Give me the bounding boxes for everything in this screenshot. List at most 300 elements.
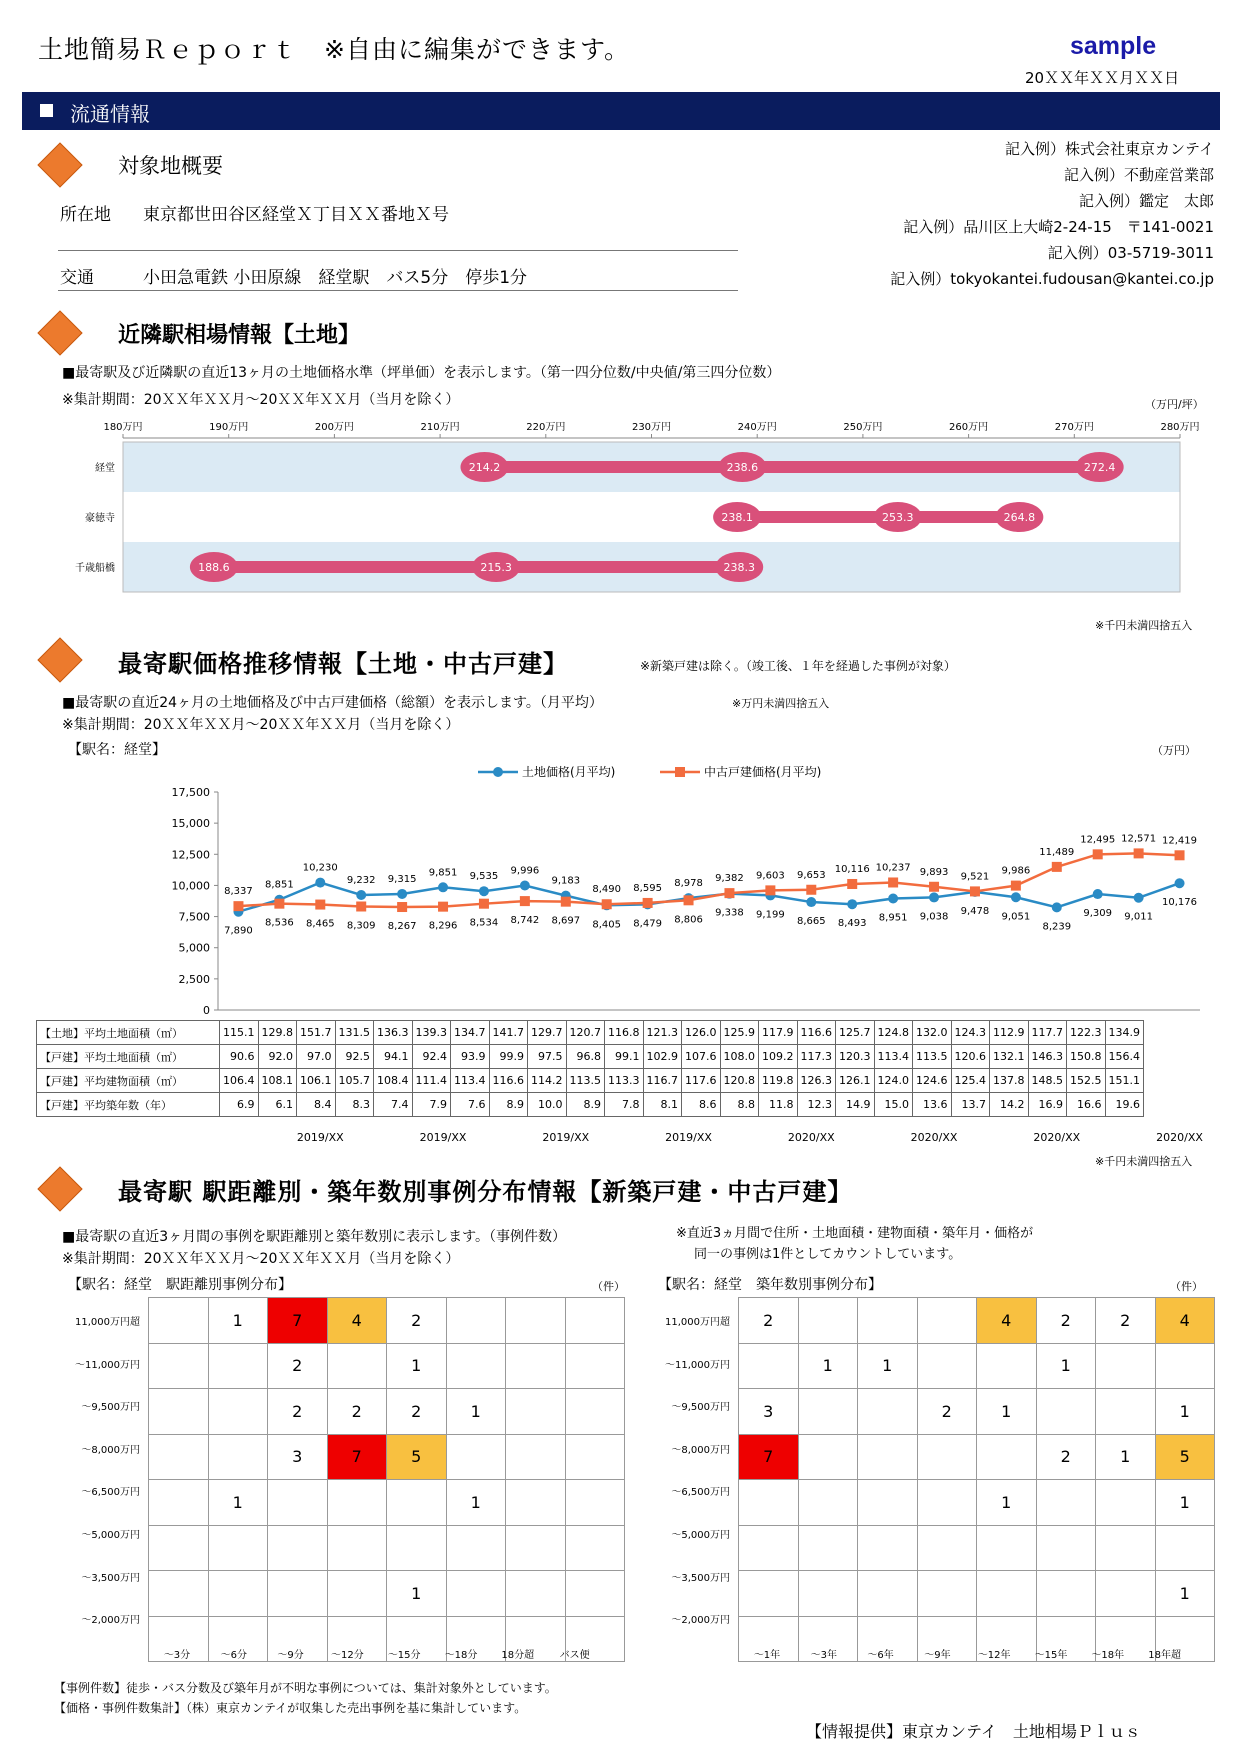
stats-cell: 7.8: [605, 1093, 644, 1117]
point-label: 8,490: [592, 884, 622, 896]
point-label: 10,230: [302, 862, 338, 874]
stats-cell: 132.0: [913, 1021, 952, 1045]
stats-cell: 106.1: [297, 1069, 336, 1093]
point-label: 8,493: [837, 918, 867, 930]
grid-cell: [268, 1480, 328, 1526]
grid-cell: [1155, 1343, 1215, 1389]
dist-footer-1: 【事例件数】徒歩・バス分数及び築年月が不明な事例については、集計対象外としています。: [54, 1681, 557, 1695]
stats-cell: 8.4: [297, 1093, 336, 1117]
stats-cell: 112.9: [990, 1021, 1029, 1045]
stats-cell: 124.6: [913, 1069, 952, 1093]
contact-line-5: 記入例）03-5719-3011: [1047, 244, 1214, 262]
grid-cell: [506, 1434, 566, 1480]
grid-y-label: ～3,500万円: [671, 1572, 730, 1584]
grid-cell: 1: [446, 1480, 506, 1526]
line-y-tick: 12,500: [171, 848, 210, 862]
stats-cell: 120.3: [836, 1045, 875, 1069]
grid-cell: [1036, 1571, 1096, 1617]
range-category-label: 豪徳寺: [85, 513, 115, 524]
grid-row: [739, 1571, 1215, 1617]
grid-cell: 2: [387, 1298, 447, 1344]
grid-cell: 1: [208, 1298, 268, 1344]
contact-line-3: 記入例）鑑定 太郎: [1078, 192, 1214, 210]
grid-cell: 1: [1155, 1571, 1215, 1617]
stats-cell: 92.5: [335, 1045, 374, 1069]
stats-cell: 121.3: [643, 1021, 682, 1045]
stats-cell: 97.0: [297, 1045, 336, 1069]
grid-cell: 2: [268, 1389, 328, 1435]
land-point: [847, 899, 857, 909]
grid-cell: [208, 1525, 268, 1571]
stats-cell: 114.2: [528, 1069, 567, 1093]
point-label: 8,337: [224, 886, 253, 898]
grid-x-label: ～6年: [867, 1649, 894, 1661]
point-label: 12,419: [1162, 835, 1198, 847]
grid-cell: [1096, 1525, 1156, 1571]
grid-x-label: ～9年: [924, 1649, 951, 1661]
point-label: 8,951: [878, 912, 908, 924]
point-label: 8,806: [674, 914, 703, 926]
land-point: [520, 880, 530, 890]
grid-row: [149, 1525, 625, 1571]
grid-cell: [387, 1480, 447, 1526]
grid-cell: 5: [387, 1434, 447, 1480]
point-label: 9,051: [1001, 911, 1031, 923]
grid-row: [149, 1571, 625, 1617]
grid-cell: [506, 1480, 566, 1526]
stats-cell: 7.6: [451, 1093, 490, 1117]
stats-cell: 129.7: [528, 1021, 567, 1045]
legend-label: 土地価格(月平均): [522, 765, 616, 779]
grid-cell: [858, 1389, 918, 1435]
stats-cell: 99.9: [489, 1045, 528, 1069]
point-label: 11,489: [1039, 846, 1075, 858]
range-x-tick: 250万円: [843, 422, 883, 433]
grid-cell: [565, 1389, 625, 1435]
grid-cell: 2: [1036, 1434, 1096, 1480]
grid-cell: [977, 1571, 1037, 1617]
point-label: 9,382: [715, 873, 744, 885]
trend-note-2: ※集計期間：20ＸＸ年ＸＸ月～20ＸＸ年ＸＸ月（当月を除く）: [62, 717, 460, 733]
grid-cell: [506, 1571, 566, 1617]
stats-row: [37, 1093, 1144, 1117]
grid-cell: 1: [387, 1571, 447, 1617]
grid-row: [739, 1434, 1215, 1480]
stats-cell: 117.7: [1028, 1021, 1067, 1045]
stats-cell: 137.8: [990, 1069, 1029, 1093]
grid-cell: [798, 1434, 858, 1480]
grid-cell: 1: [1155, 1480, 1215, 1526]
point-label: 9,653: [796, 869, 826, 881]
grid-cell: [149, 1343, 209, 1389]
point-label: 8,296: [428, 920, 458, 932]
grid-cell: [208, 1343, 268, 1389]
house-point: [765, 885, 775, 895]
traffic-label: 交通: [60, 268, 94, 288]
neighbor-heading: 近隣駅相場情報【土地】: [118, 323, 361, 348]
stats-cell: 136.3: [374, 1021, 413, 1045]
grid-row: [739, 1480, 1215, 1526]
house-point: [561, 897, 571, 907]
grid-cell: [506, 1525, 566, 1571]
grid-cell: [739, 1480, 799, 1526]
trend-footnote: ※千円未満四捨五入: [1095, 1155, 1193, 1168]
house-point: [684, 895, 694, 905]
point-label: 8,239: [1042, 921, 1072, 933]
point-label: 9,478: [960, 905, 990, 917]
grid-cell: [858, 1480, 918, 1526]
stats-cell: 8.9: [489, 1093, 528, 1117]
grid-cell: 2: [387, 1389, 447, 1435]
stats-cell: 151.7: [297, 1021, 336, 1045]
grid-cell: 7: [327, 1434, 387, 1480]
grid-y-label: ～8,000万円: [671, 1444, 730, 1456]
left-grid-title: 【駅名：経堂 駅距離別事例分布】: [68, 1277, 292, 1293]
point-label: 9,183: [551, 875, 581, 887]
stats-cell: 148.5: [1028, 1069, 1067, 1093]
point-label: 12,495: [1080, 834, 1116, 846]
grid-cell: [446, 1343, 506, 1389]
range-x-tick: 190万円: [209, 422, 249, 433]
grid-cell: [739, 1571, 799, 1617]
grid-cell: 7: [739, 1434, 799, 1480]
range-category-label: 千歳船橋: [75, 563, 115, 574]
grid-cell: [446, 1525, 506, 1571]
grid-y-label: ～11,000万円: [665, 1359, 730, 1371]
house-point: [806, 885, 816, 895]
land-point: [479, 886, 489, 896]
range-q1-label: 188.6: [198, 561, 230, 574]
trend-note-1b: ※万円未満四捨五入: [732, 697, 830, 710]
grid-cell: 1: [1096, 1434, 1156, 1480]
grid-cell: [917, 1480, 977, 1526]
stats-cell: 141.7: [489, 1021, 528, 1045]
range-x-tick: 220万円: [526, 422, 566, 433]
grid-cell: [149, 1525, 209, 1571]
right-grid-title: 【駅名：経堂 築年数別事例分布】: [658, 1277, 882, 1293]
house-point: [274, 899, 284, 909]
stats-cell: 117.9: [759, 1021, 798, 1045]
house-point: [397, 902, 407, 912]
land-point: [888, 893, 898, 903]
stats-cell: 116.6: [489, 1069, 528, 1093]
range-x-tick: 240万円: [737, 422, 777, 433]
grid-x-label: ～1年: [753, 1649, 781, 1661]
grid-row: [149, 1343, 625, 1389]
stats-row-label: 【戸建】平均土地面積（㎡）: [37, 1045, 220, 1069]
diamond-icon: [37, 637, 82, 682]
stats-cell: 113.3: [605, 1069, 644, 1093]
stats-cell: 129.8: [258, 1021, 297, 1045]
grid-cell: 2: [917, 1389, 977, 1435]
grid-x-label: ～18年: [1091, 1649, 1125, 1661]
house-point: [479, 899, 489, 909]
stats-cell: 92.0: [258, 1045, 297, 1069]
stats-cell: 125.7: [836, 1021, 875, 1045]
grid-cell: [798, 1571, 858, 1617]
stats-row: [37, 1021, 1144, 1045]
period-label: 2019/XX: [665, 1131, 712, 1144]
stats-cell: 8.1: [643, 1093, 682, 1117]
stats-cell: 117.6: [682, 1069, 721, 1093]
house-point: [929, 882, 939, 892]
section-bar-label: 流通情報: [70, 102, 150, 126]
grid-cell: 2: [1096, 1298, 1156, 1344]
stats-cell: 111.4: [412, 1069, 451, 1093]
period-label: 2020/XX: [910, 1131, 958, 1144]
range-q3-label: 272.4: [1083, 461, 1116, 474]
grid-cell: 4: [1155, 1298, 1215, 1344]
grid-row: [149, 1434, 625, 1480]
grid-cell: [565, 1525, 625, 1571]
house-point: [643, 898, 653, 908]
info-provider: 【情報提供】東京カンテイ 土地相場Ｐｌｕｓ: [806, 1722, 1141, 1741]
grid-cell: 1: [446, 1389, 506, 1435]
grid-y-label: ～5,000万円: [81, 1530, 140, 1541]
stats-cell: 108.4: [374, 1069, 413, 1093]
grid-cell: 1: [387, 1343, 447, 1389]
range-chart: [0, 420, 1240, 605]
stats-cell: 126.0: [682, 1021, 721, 1045]
grid-cell: [858, 1571, 918, 1617]
grid-cell: [798, 1525, 858, 1571]
line-y-tick: 15,000: [171, 817, 210, 831]
range-x-tick: 180万円: [103, 422, 143, 433]
stats-cell: 8.3: [335, 1093, 374, 1117]
stats-cell: 109.2: [759, 1045, 798, 1069]
report-title: 土地簡易Ｒｅｐｏｒｔ ※自由に編集ができます。: [38, 35, 630, 64]
house-point: [1175, 850, 1185, 860]
grid-cell: [977, 1434, 1037, 1480]
land-point: [356, 890, 366, 900]
stats-cell: 15.0: [874, 1093, 913, 1117]
distribution-table: [738, 1297, 1215, 1662]
stats-cell: 116.8: [605, 1021, 644, 1045]
stats-cell: 120.7: [566, 1021, 605, 1045]
point-label: 10,237: [875, 862, 911, 874]
neighbor-unit: （万円/坪）: [1145, 398, 1204, 411]
point-label: 8,267: [387, 921, 417, 933]
stats-cell: 93.9: [451, 1045, 490, 1069]
stats-cell: 113.5: [913, 1045, 952, 1069]
grid-cell: [446, 1298, 506, 1344]
house-point: [847, 879, 857, 889]
grid-cell: 2: [1036, 1298, 1096, 1344]
grid-y-label: ～2,000万円: [671, 1615, 730, 1627]
grid-cell: [149, 1480, 209, 1526]
stats-cell: 116.7: [643, 1069, 682, 1093]
period-label: 2020/XX: [1033, 1131, 1081, 1144]
stats-cell: 125.4: [951, 1069, 990, 1093]
stats-cell: 124.8: [874, 1021, 913, 1045]
stats-cell: 120.8: [720, 1069, 759, 1093]
point-label: 8,851: [265, 879, 294, 891]
period-label: 2019/XX: [296, 1131, 344, 1144]
grid-cell: [327, 1480, 387, 1526]
point-label: 9,893: [919, 866, 949, 878]
trend-station: 【駅名：経堂】: [68, 742, 166, 758]
line-y-tick: 10,000: [171, 879, 210, 893]
period-labels: [0, 1131, 1240, 1147]
left-grid-unit: （件）: [592, 1280, 625, 1293]
grid-x-label: ～9分: [277, 1649, 304, 1661]
point-label: 10,116: [834, 863, 870, 875]
grid-cell: 7: [268, 1298, 328, 1344]
point-label: 8,465: [305, 918, 335, 930]
grid-cell: [917, 1525, 977, 1571]
grid-cell: [446, 1434, 506, 1480]
land-point: [1175, 878, 1185, 888]
range-x-tick: 280万円: [1160, 422, 1200, 433]
grid-cell: [149, 1434, 209, 1480]
trend-unit: （万円）: [1152, 744, 1196, 757]
point-label: 7,890: [224, 925, 253, 937]
land-point: [806, 897, 816, 907]
land-point: [1011, 892, 1021, 902]
grid-row: [149, 1298, 625, 1344]
stats-cell: 6.9: [220, 1093, 259, 1117]
stats-cell: 122.3: [1067, 1021, 1106, 1045]
range-q3-label: 264.8: [1003, 511, 1036, 524]
stats-cell: 146.3: [1028, 1045, 1067, 1069]
grid-cell: [506, 1389, 566, 1435]
stats-cell: 125.9: [720, 1021, 759, 1045]
legend-marker: [493, 767, 503, 777]
trend-heading-note: ※新築戸建は除く。（竣工後、１年を経過した事例が対象）: [640, 659, 956, 673]
range-median-label: 253.3: [882, 511, 914, 524]
grid-cell: 1: [208, 1480, 268, 1526]
grid-x-label: 18分超: [501, 1649, 535, 1661]
overview-heading: 対象地概要: [118, 154, 223, 178]
grid-cell: [149, 1571, 209, 1617]
stats-cell: 92.4: [412, 1045, 451, 1069]
line-y-tick: 2,500: [178, 972, 210, 986]
stats-row-label: 【戸建】平均建物面積（㎡）: [37, 1069, 220, 1093]
grid-cell: [858, 1298, 918, 1344]
range-median-label: 215.3: [480, 561, 512, 574]
stats-cell: 11.8: [759, 1093, 798, 1117]
grid-x-label: ～15年: [1034, 1649, 1068, 1661]
grid-cell: [977, 1343, 1037, 1389]
house-point: [1052, 862, 1062, 872]
grid-cell: [1096, 1480, 1156, 1526]
range-category-label: 経堂: [95, 463, 115, 474]
grid-cell: 3: [739, 1389, 799, 1435]
range-x-tick: 210万円: [420, 422, 460, 433]
grid-y-label: 11,000万円超: [75, 1317, 140, 1328]
stats-cell: 115.1: [220, 1021, 259, 1045]
range-q1-label: 238.1: [721, 511, 753, 524]
grid-cell: [565, 1434, 625, 1480]
contact-line-4: 記入例）品川区上大崎2-24-15 〒141-0021: [903, 218, 1214, 236]
grid-cell: [208, 1571, 268, 1617]
line-y-tick: 7,500: [178, 910, 210, 924]
stats-cell: 116.6: [797, 1021, 836, 1045]
stats-row-label: 【土地】平均土地面積（㎡）: [37, 1021, 220, 1045]
divider: [58, 250, 738, 251]
grid-cell: [149, 1389, 209, 1435]
stats-table: [36, 1020, 1144, 1117]
distribution-table: [148, 1297, 625, 1662]
point-label: 8,405: [592, 919, 622, 931]
point-label: 9,338: [715, 907, 744, 919]
grid-cell: [1096, 1343, 1156, 1389]
grid-cell: 1: [1155, 1389, 1215, 1435]
house-point: [520, 896, 530, 906]
point-label: 8,665: [796, 916, 826, 928]
stats-cell: 124.3: [951, 1021, 990, 1045]
grid-cell: [446, 1571, 506, 1617]
point-label: 8,742: [510, 915, 540, 927]
grid-cell: 1: [858, 1343, 918, 1389]
square-icon: [40, 104, 53, 117]
house-point: [970, 886, 980, 896]
grid-y-label: ～6,500万円: [671, 1487, 730, 1499]
grid-cell: [268, 1571, 328, 1617]
point-label: 9,011: [1124, 911, 1153, 923]
grid-cell: 2: [739, 1298, 799, 1344]
grid-row: [739, 1389, 1215, 1435]
grid-y-label: ～9,500万円: [81, 1402, 140, 1414]
stats-cell: 156.4: [1105, 1045, 1144, 1069]
stats-cell: 113.5: [566, 1069, 605, 1093]
grid-cell: [149, 1298, 209, 1344]
point-label: 8,978: [674, 878, 703, 890]
point-label: 8,534: [469, 917, 499, 929]
stats-cell: 134.7: [451, 1021, 490, 1045]
grid-cell: [1155, 1525, 1215, 1571]
stats-cell: 8.9: [566, 1093, 605, 1117]
report-date: 20ＸＸ年ＸＸ月ＸＸ日: [1025, 69, 1180, 87]
stats-cell: 96.8: [566, 1045, 605, 1069]
point-label: 9,851: [428, 867, 458, 879]
grid-y-label: ～3,500万円: [81, 1572, 140, 1584]
grid-cell: 4: [977, 1298, 1037, 1344]
grid-cell: [327, 1571, 387, 1617]
range-q3-label: 238.3: [723, 561, 755, 574]
grid-cell: [798, 1480, 858, 1526]
stats-cell: 8.6: [682, 1093, 721, 1117]
point-label: 10,176: [1162, 897, 1198, 909]
stats-cell: 108.1: [258, 1069, 297, 1093]
stats-cell: 131.5: [335, 1021, 374, 1045]
house-point: [888, 877, 898, 887]
grid-cell: 1: [977, 1389, 1037, 1435]
land-point: [315, 878, 325, 888]
house-point: [1134, 848, 1144, 858]
grid-y-label: ～9,500万円: [671, 1402, 730, 1414]
dist-note-1: ■最寄駅の直近3ヶ月間の事例を駅距離別と築年数別に表示します。（事例件数）: [62, 1229, 567, 1245]
house-point: [724, 888, 734, 898]
point-label: 8,479: [633, 918, 662, 930]
stats-cell: 90.6: [220, 1045, 259, 1069]
sample-label: sample: [1070, 32, 1157, 60]
section-bar: [22, 92, 1220, 130]
grid-cell: [917, 1343, 977, 1389]
legend-label: 中古戸建価格(月平均): [704, 765, 822, 779]
grid-cell: [1096, 1389, 1156, 1435]
stats-cell: 151.1: [1105, 1069, 1144, 1093]
contact-line-6: 記入例）tokyokantei.fudousan@kantei.co.jp: [890, 270, 1214, 288]
neighbor-note-1: ■最寄駅及び近隣駅の直近13ヶ月の土地価格水準（坪単価）を表示します。（第一四分位数/中央値/第三四分位数）: [62, 365, 781, 381]
stats-cell: 126.3: [797, 1069, 836, 1093]
grid-row: [739, 1525, 1215, 1571]
period-label: 2020/XX: [787, 1131, 835, 1144]
period-label: 2020/XX: [1156, 1131, 1203, 1144]
dist-heading: 最寄駅 駅距離別・築年数別事例分布情報【新築戸建・中古戸建】: [118, 1178, 853, 1206]
stats-cell: 106.4: [220, 1069, 259, 1093]
grid-x-label: ～12年: [977, 1649, 1011, 1661]
